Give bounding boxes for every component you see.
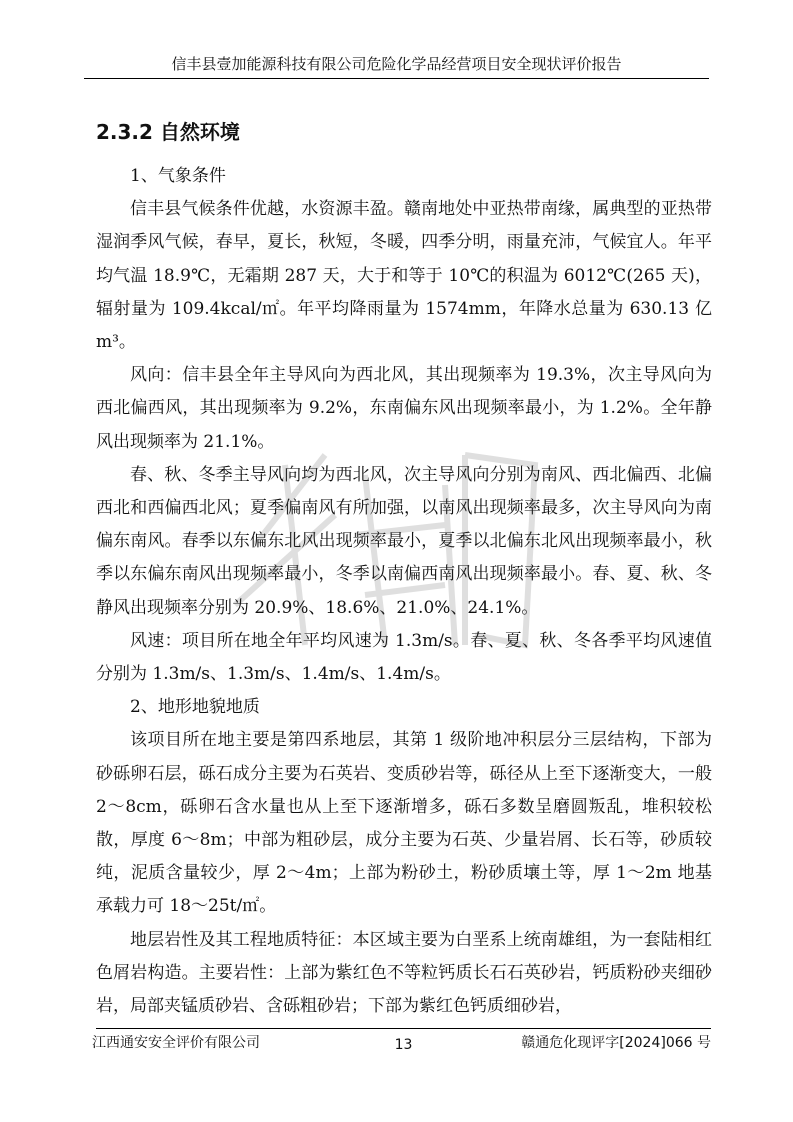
- footer-company: 江西通安安全评价有限公司: [92, 1035, 260, 1051]
- paragraph-wind-direction: 风向：信丰县全年主导风向为西北风，其出现频率为 19.3%，次主导风向为西北偏西风，其出现频率为 9.2%，东南偏东风出现频率最小，为 1.2%。全年静风出现频率为 21.1%。: [96, 365, 712, 452]
- subsection-heading-terrain: 2、地形地貌地质: [130, 697, 260, 718]
- header-title: 信丰县壹加能源科技有限公司危险化学品经营项目安全现状评价报告: [171, 55, 622, 73]
- section-title: 2.3.2 自然环境: [96, 120, 240, 144]
- page-number: 13: [394, 1037, 413, 1053]
- footer-document-number: 赣通危化现评字[2024]066 号: [521, 1035, 711, 1051]
- paragraph-seasonal-wind: 春、秋、冬季主导风向均为西北风，次主导风向分别为南风、西北偏西、北偏西北和西偏西北风；夏季偏南风有所加强，以南风出现频率最多，次主导风向为南偏东南风。春季以东偏东北风出现频率最小，夏季以北偏东北风出现频率最小，秋季以东偏东南风出现频率最小，冬季以南偏西南风出现频率最小。春、夏、秋、冬静风出现频率分别为 20.9%、18.6%、21.0%、24.1%。: [96, 464, 712, 618]
- body-text: [96, 160, 712, 1023]
- paragraph-climate: 信丰县气候条件优越，水资源丰盈。赣南地处中亚热带南缘，属典型的亚热带湿润季风气候，春早，夏长，秋短，冬暖，四季分明，雨量充沛，气候宜人。年平均气温 18.9℃，无霜期 287 天，大于和等于 10℃的积温为 6012℃(265 天)，辐射量为 109.4kcal/㎡。年平均降雨量为 1574mm，年降水总量为 630.13 亿 m³。: [96, 199, 712, 353]
- page-header: [84, 52, 709, 79]
- paragraph-wind-speed: 风速：项目所在地全年平均风速为 1.3m/s。春、夏、秋、冬各季平均风速值分别为 1.3m/s、1.3m/s、1.4m/s、1.4m/s。: [96, 630, 712, 685]
- paragraph-stratum: 地层岩性及其工程地质特征：本区域主要为白垩系上统南雄组，为一套陆相红色屑岩构造。主要岩性：上部为紫红色不等粒钙质长石石英砂岩，钙质粉砂夹细砂岩，局部夹锰质砂岩、含砾粗砂岩；下部为紫红色钙质细砂岩，: [96, 929, 712, 1017]
- paragraph-geology: 该项目所在地主要是第四系地层，其第 1 级阶地冲积层分三层结构，下部为砂砾卵石层，砾石成分主要为石英岩、变质砂岩等，砾径从上至下逐渐变大，一般 2～8cm，砾卵石含水量也从上至下逐渐增多，砾石多数呈磨圆叛乱，堆积较松散，厚度 6～8m；中部为粗砂层，成分主要为石英、少量岩屑、长石等，砂质较纯，泥质含量较少，厚 2～4m；上部为粉砂土，粉砂质壤土等，厚 1～2m 地基承载力可 18～25t/㎡。: [96, 730, 712, 917]
- page-footer: [92, 1028, 711, 1054]
- subsection-heading-climate: 1、气象条件: [130, 166, 226, 186]
